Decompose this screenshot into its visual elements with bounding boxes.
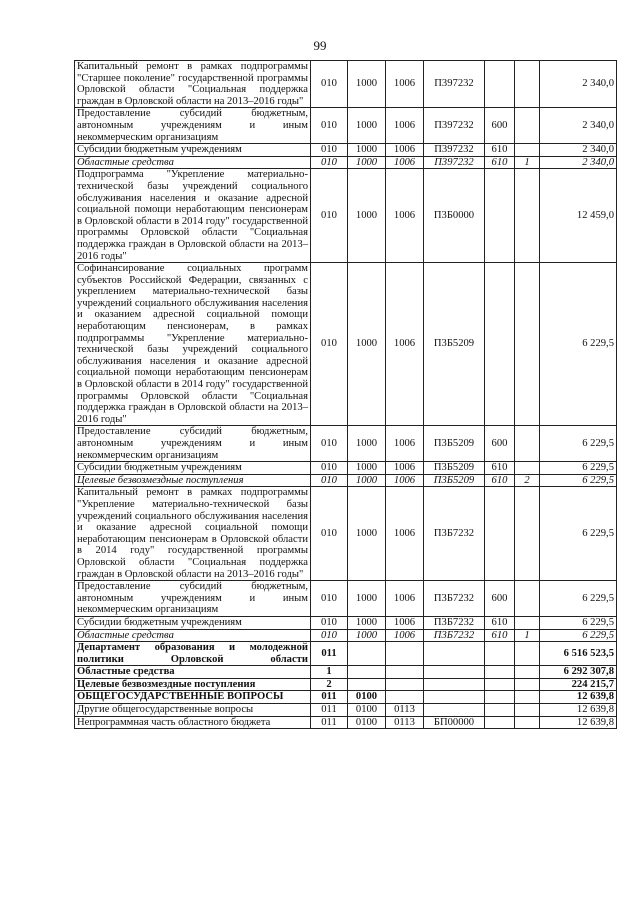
department-code-cell: 010 [311, 61, 348, 108]
department-code-cell: 010 [311, 263, 348, 426]
section-code-cell: 1000 [348, 474, 386, 487]
expense-type-cell: 610 [485, 462, 515, 475]
item-name-cell: Непрограммная часть областного бюджета [75, 716, 311, 729]
expense-type-cell [485, 666, 515, 679]
target-article-cell [424, 704, 485, 717]
item-name-cell: Предоставление субсидий бюджетным, автономным учреждениям и иным некоммерческим организациям [75, 581, 311, 617]
table-row [75, 108, 617, 144]
expense-type-cell: 600 [485, 581, 515, 617]
amount-cell: 6 229,5 [540, 462, 617, 475]
section-code-cell: 1000 [348, 487, 386, 581]
target-article-cell: П397232 [424, 108, 485, 144]
funding-source-cell [515, 704, 540, 717]
section-code-cell: 1000 [348, 462, 386, 475]
section-code-cell: 1000 [348, 581, 386, 617]
table-row [75, 666, 617, 679]
subsection-code-cell: 1006 [386, 487, 424, 581]
funding-source-cell [515, 169, 540, 263]
section-code-cell: 1000 [348, 61, 386, 108]
amount-cell: 6 292 307,8 [540, 666, 617, 679]
department-code-cell: 010 [311, 426, 348, 462]
subsection-code-cell [386, 666, 424, 679]
expense-type-cell: 600 [485, 108, 515, 144]
funding-source-cell [515, 108, 540, 144]
subsection-code-cell [386, 678, 424, 691]
subsection-code-cell: 1006 [386, 263, 424, 426]
funding-source-cell [515, 487, 540, 581]
item-name-cell: Департамент образования и молодежной политики Орловской области [75, 642, 311, 666]
table-row [75, 678, 617, 691]
expense-type-cell [485, 263, 515, 426]
target-article-cell: П3Б5209 [424, 474, 485, 487]
item-name-cell: Субсидии бюджетным учреждениям [75, 144, 311, 157]
subsection-code-cell: 1006 [386, 169, 424, 263]
item-name-cell: Субсидии бюджетным учреждениям [75, 616, 311, 629]
table-row [75, 144, 617, 157]
target-article-cell: П3Б5209 [424, 263, 485, 426]
target-article-cell: П397232 [424, 144, 485, 157]
amount-cell: 6 229,5 [540, 474, 617, 487]
target-article-cell [424, 642, 485, 666]
amount-cell: 6 229,5 [540, 581, 617, 617]
section-code-cell: 1000 [348, 629, 386, 642]
department-code-cell: 010 [311, 169, 348, 263]
target-article-cell: П3Б7232 [424, 487, 485, 581]
target-article-cell: П3Б7232 [424, 616, 485, 629]
amount-cell: 6 229,5 [540, 616, 617, 629]
target-article-cell: П3Б7232 [424, 629, 485, 642]
subsection-code-cell: 1006 [386, 629, 424, 642]
expense-type-cell [485, 678, 515, 691]
expense-type-cell: 610 [485, 144, 515, 157]
funding-source-cell [515, 691, 540, 704]
expense-type-cell: 610 [485, 474, 515, 487]
amount-cell: 224 215,7 [540, 678, 617, 691]
department-code-cell: 011 [311, 642, 348, 666]
item-name-cell: Капитальный ремонт в рамках подпрограммы "Старшее поколение" государственной программы Орловской области "Социальная поддержка граждан в Орловской области на 2013–2016 годы" [75, 61, 311, 108]
item-name-cell: Субсидии бюджетным учреждениям [75, 462, 311, 475]
target-article-cell: П397232 [424, 61, 485, 108]
expense-type-cell [485, 716, 515, 729]
amount-cell: 6 516 523,5 [540, 642, 617, 666]
subsection-code-cell: 1006 [386, 108, 424, 144]
amount-cell: 6 229,5 [540, 487, 617, 581]
expense-type-cell [485, 642, 515, 666]
funding-source-cell [515, 616, 540, 629]
table-row [75, 642, 617, 666]
target-article-cell: П397232 [424, 156, 485, 169]
budget-table-body [75, 61, 617, 729]
funding-source-cell: 2 [515, 474, 540, 487]
department-code-cell: 2 [311, 678, 348, 691]
table-row [75, 426, 617, 462]
amount-cell: 12 639,8 [540, 691, 617, 704]
expense-type-cell [485, 487, 515, 581]
department-code-cell: 010 [311, 629, 348, 642]
table-row [75, 629, 617, 642]
subsection-code-cell: 0113 [386, 716, 424, 729]
section-code-cell [348, 678, 386, 691]
budget-table [74, 60, 617, 729]
department-code-cell: 010 [311, 108, 348, 144]
expense-type-cell [485, 61, 515, 108]
amount-cell: 2 340,0 [540, 108, 617, 144]
table-row [75, 263, 617, 426]
funding-source-cell [515, 144, 540, 157]
page-number: 99 [313, 38, 327, 53]
table-row [75, 156, 617, 169]
table-row [75, 487, 617, 581]
section-code-cell: 1000 [348, 108, 386, 144]
funding-source-cell [515, 581, 540, 617]
item-name-cell: Целевые безвозмездные поступления [75, 678, 311, 691]
target-article-cell: П3Б0000 [424, 169, 485, 263]
expense-type-cell: 610 [485, 156, 515, 169]
item-name-cell: Областные средства [75, 629, 311, 642]
amount-cell: 12 639,8 [540, 704, 617, 717]
subsection-code-cell: 1006 [386, 462, 424, 475]
department-code-cell: 010 [311, 581, 348, 617]
amount-cell: 6 229,5 [540, 426, 617, 462]
item-name-cell: Предоставление субсидий бюджетным, автономным учреждениям и иным некоммерческим организациям [75, 426, 311, 462]
expense-type-cell [485, 691, 515, 704]
target-article-cell [424, 666, 485, 679]
amount-cell: 6 229,5 [540, 263, 617, 426]
funding-source-cell [515, 716, 540, 729]
section-code-cell: 1000 [348, 616, 386, 629]
section-code-cell: 1000 [348, 156, 386, 169]
expense-type-cell: 600 [485, 426, 515, 462]
subsection-code-cell: 1006 [386, 426, 424, 462]
item-name-cell: Предоставление субсидий бюджетным, автономным учреждениям и иным некоммерческим организациям [75, 108, 311, 144]
item-name-cell: Капитальный ремонт в рамках подпрограммы "Укрепление материально-технической базы учреждений социального обслуживания населения и оказание адресной социальной помощи неработающим пенсионерам в Орловской области в 2014 году" государственной программы Орловской области "Социальная поддержка граждан в Орловской области на 2013–2016 годы" [75, 487, 311, 581]
subsection-code-cell: 1006 [386, 581, 424, 617]
target-article-cell [424, 678, 485, 691]
section-code-cell: 1000 [348, 169, 386, 263]
funding-source-cell [515, 678, 540, 691]
table-row [75, 474, 617, 487]
section-code-cell [348, 666, 386, 679]
section-code-cell: 0100 [348, 716, 386, 729]
item-name-cell: Целевые безвозмездные поступления [75, 474, 311, 487]
department-code-cell: 010 [311, 462, 348, 475]
subsection-code-cell: 1006 [386, 616, 424, 629]
item-name-cell: Областные средства [75, 156, 311, 169]
department-code-cell: 010 [311, 156, 348, 169]
table-row [75, 704, 617, 717]
item-name-cell: Подпрограмма "Укрепление материально-технической базы учреждений социального обслуживания населения и оказание адресной социальной помощи неработающим пенсионерам в Орловской области в 2014 году" государственной программы Орловской области "Социальная поддержка граждан в Орловской области на 2013–2016 годы" [75, 169, 311, 263]
table-row [75, 691, 617, 704]
amount-cell: 12 639,8 [540, 716, 617, 729]
department-code-cell: 010 [311, 616, 348, 629]
subsection-code-cell: 1006 [386, 61, 424, 108]
department-code-cell: 011 [311, 691, 348, 704]
department-code-cell: 010 [311, 144, 348, 157]
item-name-cell: Другие общегосударственные вопросы [75, 704, 311, 717]
section-code-cell: 1000 [348, 144, 386, 157]
expense-type-cell [485, 169, 515, 263]
department-code-cell: 011 [311, 704, 348, 717]
department-code-cell: 011 [311, 716, 348, 729]
subsection-code-cell: 1006 [386, 144, 424, 157]
expense-type-cell [485, 704, 515, 717]
amount-cell: 2 340,0 [540, 61, 617, 108]
item-name-cell: Областные средства [75, 666, 311, 679]
department-code-cell: 1 [311, 666, 348, 679]
item-name-cell: Софинансирование социальных программ субъектов Российской Федерации, связанных с укреплением материально-технической базы учреждений социального обслуживания населения и оказанием адресной социальной помощи неработающим пенсионерам, в рамках подпрограммы "Укрепление материально-технической базы учреждений социального обслуживания населения и оказание адресной социальной помощи неработающим пенсионерам в Орловской области в 2014 году" государственной программы Орловской области "Социальная поддержка граждан в Орловской области на 2013–2016 годы" [75, 263, 311, 426]
table-row [75, 716, 617, 729]
amount-cell: 12 459,0 [540, 169, 617, 263]
funding-source-cell [515, 462, 540, 475]
expense-type-cell: 610 [485, 616, 515, 629]
target-article-cell: БП00000 [424, 716, 485, 729]
funding-source-cell [515, 666, 540, 679]
amount-cell: 6 229,5 [540, 629, 617, 642]
section-code-cell: 0100 [348, 691, 386, 704]
section-code-cell: 0100 [348, 704, 386, 717]
table-row [75, 616, 617, 629]
table-row [75, 61, 617, 108]
funding-source-cell [515, 426, 540, 462]
section-code-cell [348, 642, 386, 666]
expense-type-cell: 610 [485, 629, 515, 642]
amount-cell: 2 340,0 [540, 156, 617, 169]
subsection-code-cell: 0113 [386, 704, 424, 717]
target-article-cell: П3Б5209 [424, 462, 485, 475]
funding-source-cell: 1 [515, 156, 540, 169]
subsection-code-cell [386, 691, 424, 704]
target-article-cell: П3Б7232 [424, 581, 485, 617]
funding-source-cell [515, 642, 540, 666]
subsection-code-cell: 1006 [386, 474, 424, 487]
subsection-code-cell: 1006 [386, 156, 424, 169]
target-article-cell: П3Б5209 [424, 426, 485, 462]
subsection-code-cell [386, 642, 424, 666]
funding-source-cell: 1 [515, 629, 540, 642]
department-code-cell: 010 [311, 474, 348, 487]
amount-cell: 2 340,0 [540, 144, 617, 157]
department-code-cell: 010 [311, 487, 348, 581]
funding-source-cell [515, 263, 540, 426]
table-row [75, 581, 617, 617]
item-name-cell: ОБЩЕГОСУДАРСТВЕННЫЕ ВОПРОСЫ [75, 691, 311, 704]
funding-source-cell [515, 61, 540, 108]
section-code-cell: 1000 [348, 426, 386, 462]
target-article-cell [424, 691, 485, 704]
section-code-cell: 1000 [348, 263, 386, 426]
table-row [75, 462, 617, 475]
table-row [75, 169, 617, 263]
